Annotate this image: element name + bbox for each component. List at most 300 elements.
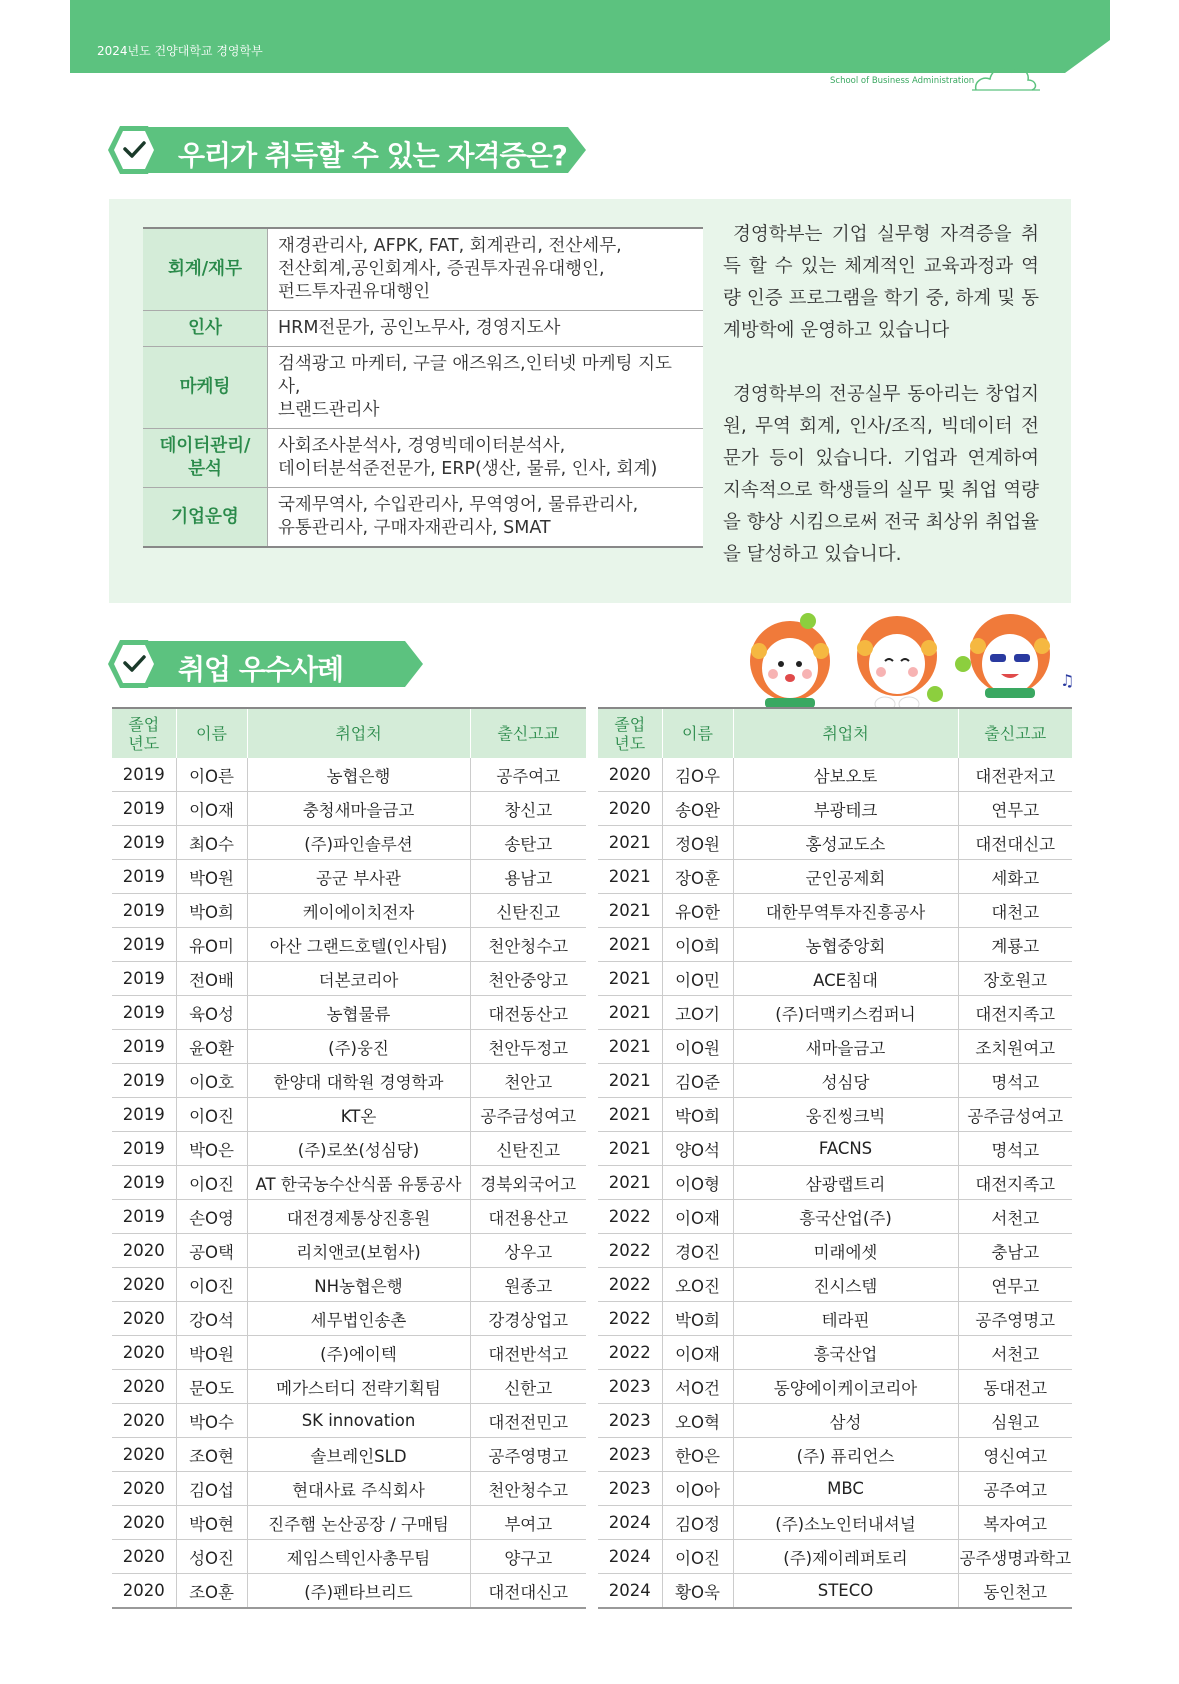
col-header-school: 출신고교 <box>958 708 1072 758</box>
cell-school: 동대전고 <box>958 1370 1072 1404</box>
cell-employer: (주)소노인터내셔널 <box>733 1506 958 1540</box>
cell-employer: NH농협은행 <box>247 1268 470 1302</box>
cert-category: 마케팅 <box>143 347 268 429</box>
col-header-name: 이름 <box>662 708 733 758</box>
cell-employer: 홍성교도소 <box>733 826 958 860</box>
cell-name: 이O진 <box>176 1166 247 1200</box>
cell-employer: 부광테크 <box>733 792 958 826</box>
cell-school: 대전반석고 <box>470 1336 586 1370</box>
cell-year: 2021 <box>598 826 662 860</box>
cell-school: 충남고 <box>958 1234 1072 1268</box>
cell-school: 서천고 <box>958 1336 1072 1370</box>
header-title: 2024년도 건양대학교 경영학부 <box>97 44 263 58</box>
cell-name: 경O진 <box>662 1234 733 1268</box>
table-row <box>112 1200 586 1234</box>
cell-name: 한O은 <box>662 1438 733 1472</box>
cell-name: 이O형 <box>662 1166 733 1200</box>
cell-school: 공주영명고 <box>958 1302 1072 1336</box>
cell-year: 2021 <box>598 860 662 894</box>
jobs-table-right <box>598 707 1072 1609</box>
cell-name: 서O건 <box>662 1370 733 1404</box>
table-row <box>112 1302 586 1336</box>
table-row <box>112 894 586 928</box>
jobs-heading <box>106 637 426 693</box>
table-row <box>112 962 586 996</box>
cell-employer: (주)파인솔루션 <box>247 826 470 860</box>
table-row <box>112 1438 586 1472</box>
certs-description <box>723 219 1039 603</box>
cell-year: 2019 <box>112 792 176 826</box>
cell-name: 이O원 <box>662 1030 733 1064</box>
table-row <box>598 826 1072 860</box>
cert-category <box>143 429 268 488</box>
cell-name: 정O원 <box>662 826 733 860</box>
cell-year: 2020 <box>112 1506 176 1540</box>
cell-year: 2021 <box>598 894 662 928</box>
cell-school: 대전지족고 <box>958 1166 1072 1200</box>
cert-row <box>143 488 703 548</box>
cell-year: 2021 <box>598 928 662 962</box>
cell-name: 이O른 <box>176 758 247 792</box>
table-row <box>112 1064 586 1098</box>
cell-school: 연무고 <box>958 1268 1072 1302</box>
cert-item-line: 검색광고 마케터, 구글 애즈워즈,인터넷 마케팅 지도사, <box>278 354 672 397</box>
cell-employer: 한양대 대학원 경영학과 <box>247 1064 470 1098</box>
cell-year: 2023 <box>598 1370 662 1404</box>
cert-items <box>268 488 704 548</box>
cell-year: 2020 <box>598 758 662 792</box>
jobs-header-row <box>598 708 1072 758</box>
table-row <box>112 1472 586 1506</box>
cell-school: 신탄진고 <box>470 894 586 928</box>
cell-school: 용남고 <box>470 860 586 894</box>
table-row <box>112 1268 586 1302</box>
cell-school: 공주금성여고 <box>470 1098 586 1132</box>
cell-name: 손O영 <box>176 1200 247 1234</box>
cell-employer: (주)로쏘(성심당) <box>247 1132 470 1166</box>
cell-employer: STECO <box>733 1574 958 1609</box>
cell-year: 2024 <box>598 1506 662 1540</box>
cell-school: 천안중앙고 <box>470 962 586 996</box>
table-row <box>598 1404 1072 1438</box>
cell-name: 조O훈 <box>176 1574 247 1609</box>
cell-employer: 아산 그랜드호텔(인사팀) <box>247 928 470 962</box>
col-header-school: 출신고교 <box>470 708 586 758</box>
cell-name: 윤O환 <box>176 1030 247 1064</box>
cell-employer: 웅진씽크빅 <box>733 1098 958 1132</box>
cell-employer: 삼보오토 <box>733 758 958 792</box>
cell-year: 2019 <box>112 1132 176 1166</box>
cell-employer: (주)웅진 <box>247 1030 470 1064</box>
cell-employer: (주)에이텍 <box>247 1336 470 1370</box>
cell-year: 2019 <box>112 928 176 962</box>
cell-employer: KT온 <box>247 1098 470 1132</box>
table-row <box>598 1064 1072 1098</box>
cell-employer: 충청새마을금고 <box>247 792 470 826</box>
cell-year: 2020 <box>112 1370 176 1404</box>
jobs-header-row <box>112 708 586 758</box>
cell-name: 황O욱 <box>662 1574 733 1609</box>
cell-school: 강경상업고 <box>470 1302 586 1336</box>
cell-year: 2020 <box>112 1268 176 1302</box>
table-row <box>598 962 1072 996</box>
cell-school: 명석고 <box>958 1064 1072 1098</box>
cert-item-line: 유통관리사, 구매자재관리사, SMAT <box>278 518 551 538</box>
cell-year: 2019 <box>112 1064 176 1098</box>
cell-year: 2020 <box>112 1404 176 1438</box>
cell-name: 이O아 <box>662 1472 733 1506</box>
cell-name: 장O훈 <box>662 860 733 894</box>
cell-name: 이O호 <box>176 1064 247 1098</box>
cell-employer: SK innovation <box>247 1404 470 1438</box>
cell-employer: AT 한국농수산식품 유통공사 <box>247 1166 470 1200</box>
cert-item-line: 국제무역사, 수입관리사, 무역영어, 물류관리사, <box>278 495 639 515</box>
cert-items <box>268 347 704 429</box>
cell-year: 2020 <box>112 1302 176 1336</box>
cell-employer: 진주햄 논산공장 / 구매팀 <box>247 1506 470 1540</box>
table-row <box>598 1302 1072 1336</box>
cell-school: 장호원고 <box>958 962 1072 996</box>
cell-name: 공O택 <box>176 1234 247 1268</box>
cell-school: 세화고 <box>958 860 1072 894</box>
cell-name: 문O도 <box>176 1370 247 1404</box>
cert-items <box>268 311 704 347</box>
table-row <box>598 1166 1072 1200</box>
col-header-year: 졸업 년도 <box>598 708 662 758</box>
table-row <box>598 1370 1072 1404</box>
table-row <box>598 1336 1072 1370</box>
cell-employer: 메가스터디 전략기획팀 <box>247 1370 470 1404</box>
col-header-employer: 취업처 <box>247 708 470 758</box>
cell-school: 대전용산고 <box>470 1200 586 1234</box>
cell-name: 이O진 <box>662 1540 733 1574</box>
svg-text:♫: ♫ <box>1060 671 1075 690</box>
description-paragraph: 경영학부의 전공실무 동아리는 창업지원, 무역 회계, 인사/조직, 빅데이터 전문가 등이 있습니다. 기업과 연계하여 지속적으로 학생들의 실무 및 취업 역량을 향상 시킴으로써 전국 최상위 취업율을 달성하고 있습니다. <box>723 384 1039 565</box>
cell-year: 2021 <box>598 996 662 1030</box>
cert-items <box>268 228 704 311</box>
cell-employer: 케이에이치전자 <box>247 894 470 928</box>
table-row <box>598 1506 1072 1540</box>
cell-name: 박O희 <box>662 1098 733 1132</box>
cell-year: 2019 <box>112 1200 176 1234</box>
table-row <box>112 1030 586 1064</box>
cell-name: 김O우 <box>662 758 733 792</box>
cell-name: 박O희 <box>176 894 247 928</box>
cert-row <box>143 429 703 488</box>
cell-year: 2020 <box>112 1234 176 1268</box>
cell-year: 2019 <box>112 1030 176 1064</box>
cell-employer: 현대사료 주식회사 <box>247 1472 470 1506</box>
cell-school: 공주여고 <box>958 1472 1072 1506</box>
cell-year: 2022 <box>598 1268 662 1302</box>
cloud-icon <box>972 56 1040 96</box>
cell-year: 2021 <box>598 1166 662 1200</box>
cell-year: 2020 <box>112 1540 176 1574</box>
cell-school: 복자여고 <box>958 1506 1072 1540</box>
cell-name: 이O재 <box>176 792 247 826</box>
cell-year: 2022 <box>598 1234 662 1268</box>
table-row <box>112 1574 586 1609</box>
cell-school: 천안두정고 <box>470 1030 586 1064</box>
cell-employer: 대한무역투자진흥공사 <box>733 894 958 928</box>
cell-employer: 흥국산업 <box>733 1336 958 1370</box>
cell-year: 2019 <box>112 860 176 894</box>
cell-name: 이O재 <box>662 1336 733 1370</box>
cell-school: 연무고 <box>958 792 1072 826</box>
cert-item-line: 재경관리사, AFPK, FAT, 회계관리, 전산세무, <box>278 236 622 256</box>
cell-name: 김O준 <box>662 1064 733 1098</box>
table-row <box>598 928 1072 962</box>
cell-school: 공주여고 <box>470 758 586 792</box>
cell-school: 창신고 <box>470 792 586 826</box>
cell-school: 천안청수고 <box>470 1472 586 1506</box>
cell-employer: 흥국산업(주) <box>733 1200 958 1234</box>
cert-item-line: 사회조사분석사, 경영빅데이터분석사, <box>278 436 566 456</box>
cell-year: 2020 <box>112 1472 176 1506</box>
cell-name: 박O현 <box>176 1506 247 1540</box>
cell-year: 2019 <box>112 894 176 928</box>
cell-name: 송O완 <box>662 792 733 826</box>
header-bar <box>70 0 1110 73</box>
cell-school: 대전동산고 <box>470 996 586 1030</box>
cell-school: 조치원여고 <box>958 1030 1072 1064</box>
cell-name: 박O은 <box>176 1132 247 1166</box>
header-subtitle: School of Business Administration <box>830 76 975 86</box>
cert-row <box>143 347 703 429</box>
cell-employer: (주)더맥키스컴퍼니 <box>733 996 958 1030</box>
cell-name: 이O진 <box>176 1098 247 1132</box>
cell-name: 강O석 <box>176 1302 247 1336</box>
cell-employer: 삼성 <box>733 1404 958 1438</box>
cell-school: 원종고 <box>470 1268 586 1302</box>
cell-year: 2021 <box>598 962 662 996</box>
cell-employer: 제임스텍인사총무팀 <box>247 1540 470 1574</box>
cell-name: 오O혁 <box>662 1404 733 1438</box>
mascot-left <box>750 613 830 708</box>
table-row <box>598 1574 1072 1609</box>
cell-name: 박O희 <box>662 1302 733 1336</box>
cell-employer: 미래에셋 <box>733 1234 958 1268</box>
cert-category: 회계/재무 <box>143 228 268 311</box>
table-row <box>598 996 1072 1030</box>
cell-school: 영신여고 <box>958 1438 1072 1472</box>
check-icon <box>106 637 162 691</box>
cell-school: 부여고 <box>470 1506 586 1540</box>
certs-panel <box>109 199 1071 603</box>
table-row <box>598 894 1072 928</box>
cell-year: 2020 <box>112 1438 176 1472</box>
cell-name: 이O재 <box>662 1200 733 1234</box>
cell-school: 공주영명고 <box>470 1438 586 1472</box>
cell-employer: 성심당 <box>733 1064 958 1098</box>
cell-employer: 군인공제회 <box>733 860 958 894</box>
cell-school: 대천고 <box>958 894 1072 928</box>
cell-school: 명석고 <box>958 1132 1072 1166</box>
cell-employer: 동양에이케이코리아 <box>733 1370 958 1404</box>
cell-school: 천안고 <box>470 1064 586 1098</box>
cell-year: 2024 <box>598 1540 662 1574</box>
cell-school: 양구고 <box>470 1540 586 1574</box>
cell-name: 이O진 <box>176 1268 247 1302</box>
col-header-employer: 취업처 <box>733 708 958 758</box>
table-row <box>112 758 586 792</box>
cell-year: 2022 <box>598 1200 662 1234</box>
table-row <box>112 1370 586 1404</box>
table-row <box>112 1506 586 1540</box>
col-header-name: 이름 <box>176 708 247 758</box>
mascot-right <box>955 614 1074 698</box>
cell-school: 심원고 <box>958 1404 1072 1438</box>
cell-school: 대전대신고 <box>470 1574 586 1609</box>
cell-year: 2019 <box>112 996 176 1030</box>
cell-employer: 세무법인송촌 <box>247 1302 470 1336</box>
col-header-year: 졸업 년도 <box>112 708 176 758</box>
cell-year: 2019 <box>112 826 176 860</box>
cell-employer: 솔브레인SLD <box>247 1438 470 1472</box>
cell-year: 2019 <box>112 1166 176 1200</box>
cell-employer: 테라핀 <box>733 1302 958 1336</box>
cell-year: 2021 <box>598 1132 662 1166</box>
cell-name: 유O한 <box>662 894 733 928</box>
table-row <box>598 792 1072 826</box>
cert-item-line: 데이터분석준전문가, ERP(생산, 물류, 인사, 회계) <box>278 459 658 479</box>
cell-name: 최O수 <box>176 826 247 860</box>
cell-name: 성O진 <box>176 1540 247 1574</box>
cell-year: 2019 <box>112 1098 176 1132</box>
mascot-middle <box>857 616 943 711</box>
cell-year: 2022 <box>598 1336 662 1370</box>
table-row <box>112 1132 586 1166</box>
cell-school: 대전관저고 <box>958 758 1072 792</box>
table-row <box>112 1098 586 1132</box>
mascot-illustration <box>745 606 1075 716</box>
table-row <box>598 1030 1072 1064</box>
table-row <box>112 1234 586 1268</box>
cell-employer: FACNS <box>733 1132 958 1166</box>
table-row <box>112 928 586 962</box>
cell-name: 박O원 <box>176 860 247 894</box>
table-row <box>112 1166 586 1200</box>
cell-employer: MBC <box>733 1472 958 1506</box>
cell-employer: ACE침대 <box>733 962 958 996</box>
cert-item-line: 브랜드관리사 <box>278 400 380 420</box>
cell-school: 동인천고 <box>958 1574 1072 1609</box>
table-row <box>598 1268 1072 1302</box>
cell-employer: 농협물류 <box>247 996 470 1030</box>
table-row <box>598 1132 1072 1166</box>
cell-year: 2020 <box>112 1336 176 1370</box>
cell-year: 2019 <box>112 758 176 792</box>
header-corner-cut <box>1065 40 1110 73</box>
table-row <box>112 1540 586 1574</box>
cert-category-line: 분석 <box>188 459 222 479</box>
cell-school: 공주생명과학고 <box>958 1540 1072 1574</box>
cert-category-line: 데이터관리/ <box>159 436 251 456</box>
cell-employer: 리치앤코(보험사) <box>247 1234 470 1268</box>
cert-items <box>268 429 704 488</box>
cell-year: 2023 <box>598 1472 662 1506</box>
table-row <box>112 826 586 860</box>
cell-name: 박O수 <box>176 1404 247 1438</box>
certs-table <box>143 227 703 548</box>
cell-name: 오O진 <box>662 1268 733 1302</box>
cell-employer: 대전경제통상진흥원 <box>247 1200 470 1234</box>
table-row <box>598 1200 1072 1234</box>
cell-school: 송탄고 <box>470 826 586 860</box>
cell-year: 2021 <box>598 1064 662 1098</box>
cell-school: 공주금성여고 <box>958 1098 1072 1132</box>
cell-employer: 더본코리아 <box>247 962 470 996</box>
cell-name: 김O섭 <box>176 1472 247 1506</box>
cell-name: 양O석 <box>662 1132 733 1166</box>
cell-name: 이O희 <box>662 928 733 962</box>
cell-school: 서천고 <box>958 1200 1072 1234</box>
cell-name: 육O성 <box>176 996 247 1030</box>
cell-year: 2022 <box>598 1302 662 1336</box>
cell-school: 대전지족고 <box>958 996 1072 1030</box>
cert-category: 기업운영 <box>143 488 268 548</box>
table-row <box>112 860 586 894</box>
cell-school: 상우고 <box>470 1234 586 1268</box>
table-row <box>598 1540 1072 1574</box>
table-row <box>112 1336 586 1370</box>
cert-row <box>143 311 703 347</box>
cell-school: 대전대신고 <box>958 826 1072 860</box>
cell-employer: 농협은행 <box>247 758 470 792</box>
cell-employer: 농협중앙회 <box>733 928 958 962</box>
cell-employer: (주)펜타브리드 <box>247 1574 470 1609</box>
cell-year: 2020 <box>598 792 662 826</box>
table-row <box>598 860 1072 894</box>
table-row <box>598 1472 1072 1506</box>
cell-name: 박O원 <box>176 1336 247 1370</box>
cell-employer: (주) 퓨리언스 <box>733 1438 958 1472</box>
table-row <box>598 1438 1072 1472</box>
check-icon <box>106 123 162 177</box>
jobs-heading-text: 취업 우수사례 <box>178 653 344 686</box>
cell-name: 고O기 <box>662 996 733 1030</box>
cell-year: 2023 <box>598 1438 662 1472</box>
cert-category: 인사 <box>143 311 268 347</box>
cell-name: 유O미 <box>176 928 247 962</box>
cell-school: 경북외국어고 <box>470 1166 586 1200</box>
table-row <box>112 996 586 1030</box>
cell-school: 천안청수고 <box>470 928 586 962</box>
cell-employer: 공군 부사관 <box>247 860 470 894</box>
cell-name: 김O정 <box>662 1506 733 1540</box>
cert-item-line: 펀드투자권유대행인 <box>278 282 431 302</box>
cell-name: 전O배 <box>176 962 247 996</box>
cell-school: 신탄진고 <box>470 1132 586 1166</box>
cell-year: 2024 <box>598 1574 662 1609</box>
jobs-table-left <box>112 707 586 1609</box>
cell-employer: (주)제이레퍼토리 <box>733 1540 958 1574</box>
certs-heading-text: 우리가 취득할 수 있는 자격증은? <box>178 139 567 172</box>
cell-year: 2021 <box>598 1098 662 1132</box>
cell-employer: 새마을금고 <box>733 1030 958 1064</box>
cell-year: 2021 <box>598 1030 662 1064</box>
cell-year: 2020 <box>112 1574 176 1609</box>
cell-name: 조O현 <box>176 1438 247 1472</box>
table-row <box>112 792 586 826</box>
cert-item-line: HRM전문가, 공인노무사, 경영지도사 <box>278 318 561 338</box>
cell-year: 2019 <box>112 962 176 996</box>
cell-school: 계룡고 <box>958 928 1072 962</box>
description-paragraph: 경영학부는 기업 실무형 자격증을 취득 할 수 있는 체계적인 교육과정과 역량 인증 프로그램을 학기 중, 하계 및 동계방학에 운영하고 있습니다 <box>723 224 1039 341</box>
table-row <box>598 1098 1072 1132</box>
cell-name: 이O민 <box>662 962 733 996</box>
cert-item-line: 전산회계,공인회계사, 증권투자권유대행인, <box>278 259 605 279</box>
